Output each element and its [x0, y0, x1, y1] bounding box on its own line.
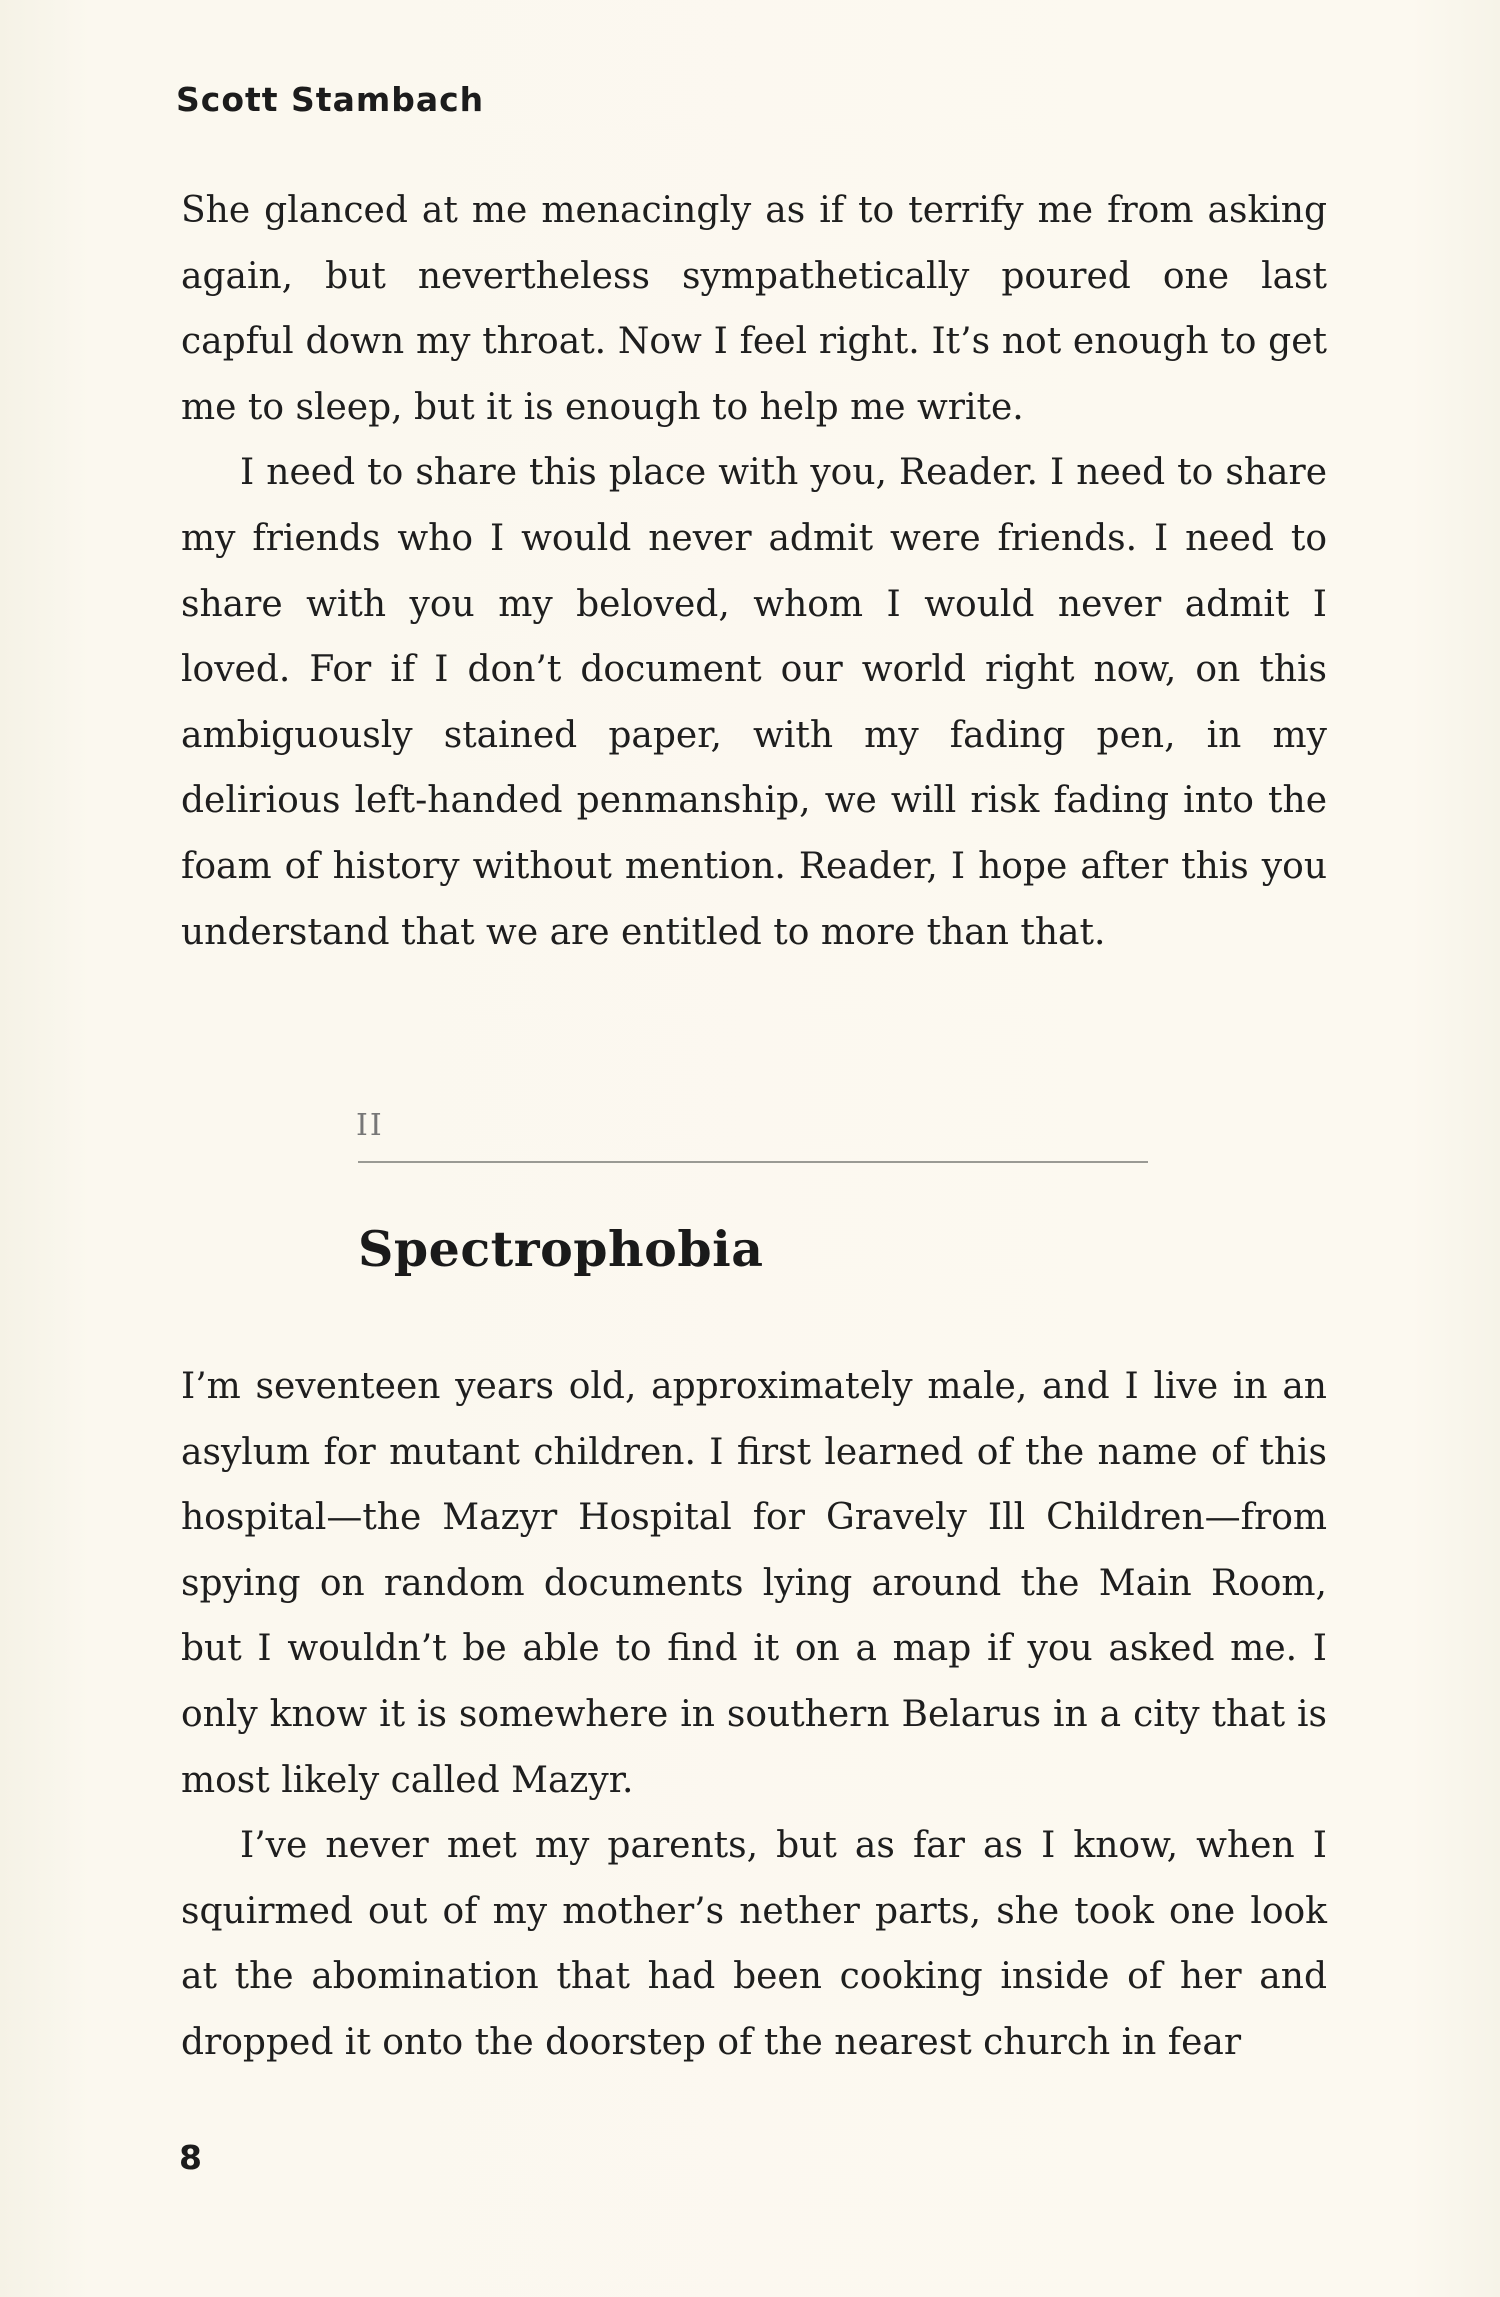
opening-text	[181, 178, 1327, 965]
running-head-author: Scott Stambach	[176, 80, 485, 119]
page-number: 8	[179, 2138, 202, 2177]
chapter-divider	[358, 1161, 1148, 1163]
chapter-number: II	[356, 1108, 384, 1143]
chapter-text	[181, 1354, 1327, 2076]
paragraph: I need to share this place with you, Reader. I need to share my friends who I would never admit were friends. I need to share with you my beloved, whom I would never admit I loved. For if I don’t document our world right now, on this ambiguously stained paper, with my fading pen, in my delirious left-handed penmanship, we will risk fading into the foam of history without mention. Reader, I hope after this you understand that we are entitled to more than that.	[181, 452, 1327, 953]
paragraph: I’ve never met my parents, but as far as I know, when I squirmed out of my mother’s nether parts, she took one look at the abomination that had been cooking inside of her and dropped it onto the doorstep of the nearest church in fear	[181, 1825, 1327, 2063]
paragraph: I’m seventeen years old, approximately male, and I live in an asylum for mutant children. I first learned of the name of this hospital—the Mazyr Hospital for Gravely Ill Children—from spying on random documents lying around the Main Room, but I wouldn’t be able to find it on a map if you asked me. I only know it is somewhere in southern Belarus in a city that is most likely called Mazyr.	[181, 1366, 1327, 1801]
paragraph: She glanced at me menacingly as if to terrify me from asking again, but nevertheless sympathetically poured one last capful down my throat. Now I feel right. It’s not enough to get me to sleep, but it is enough to help me write.	[181, 190, 1327, 428]
chapter-title: Spectrophobia	[358, 1220, 764, 1278]
